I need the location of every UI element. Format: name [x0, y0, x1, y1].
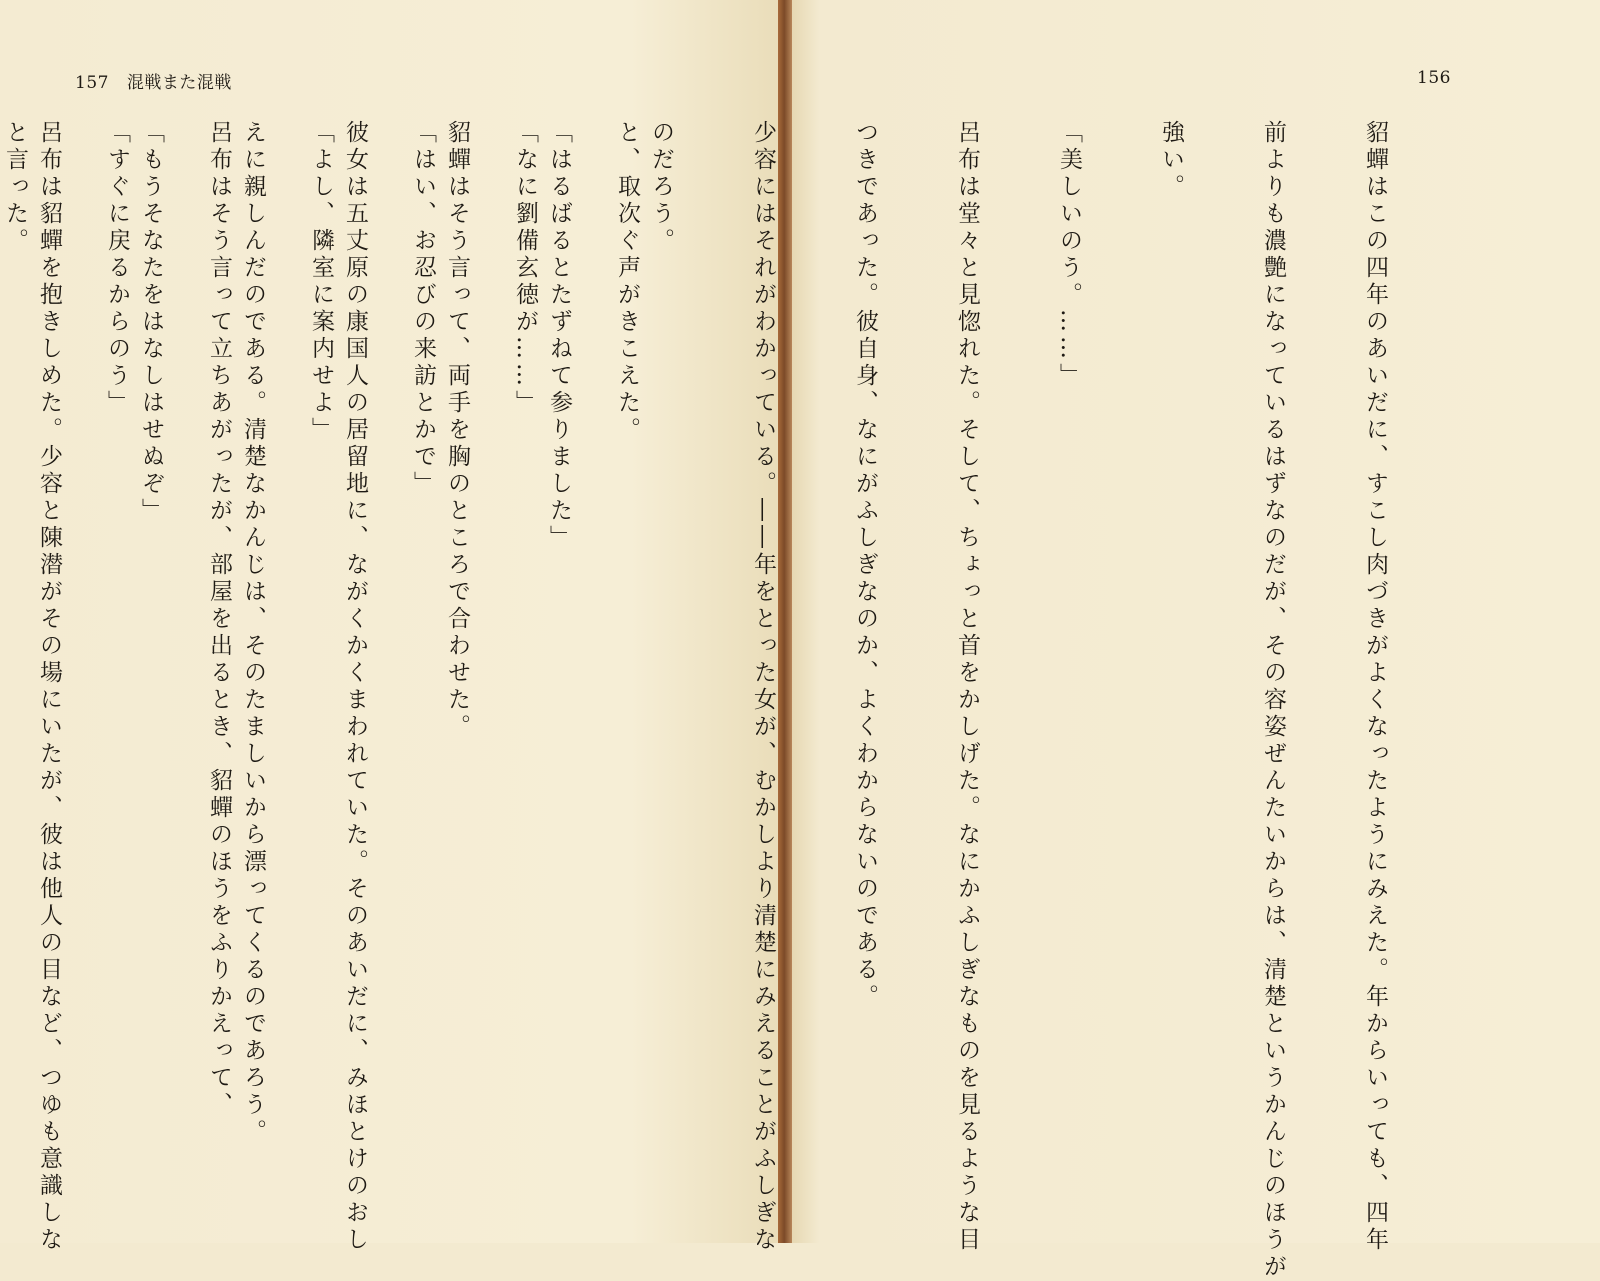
text-line: 呂布はそう言って立ちあがったが、部屋を出るとき、貂蟬のほうをふりかえって、	[206, 120, 232, 1119]
text-line: 「はるばるとたずねて参りました」	[546, 120, 572, 552]
text-line: つきであった。彼自身、なにがふしぎなのか、よくわからないのである。	[852, 120, 878, 1011]
right-page-number: 156	[1417, 68, 1451, 88]
text-line: 「よし、隣室に案内せよ」	[308, 120, 334, 444]
text-line: 強い。	[1158, 120, 1184, 201]
left-page-number: 157	[75, 73, 109, 93]
text-line: えに親しんだのである。清楚なかんじは、そのたましいから漂ってくるのであろう。	[240, 120, 266, 1146]
right-page-header	[1417, 68, 1451, 88]
running-title: 混戦また混戦	[126, 73, 232, 93]
text-line: 「美しいのう。……」	[1056, 120, 1082, 390]
text-line: 少容にはそれがわかっている。――年をとった女が、むかしより清楚にみえることがふしぎな	[750, 120, 776, 1254]
text-line: 彼女は五丈原の康国人の居留地に、ながくかくまわれていた。そのあいだに、みほとけのおし	[342, 120, 368, 1254]
text-line: と、取次ぐ声がきこえた。	[614, 120, 640, 444]
left-page-header	[75, 68, 232, 93]
book-gutter	[778, 0, 792, 1243]
text-line: 「はい、お忍びの来訪とかで」	[410, 120, 436, 498]
text-line: 「もうそなたをはなしはせぬぞ」	[138, 120, 164, 525]
text-line: 呂布は貂蟬を抱きしめた。少容と陳潜がその場にいたが、彼は他人の目など、つゆも意識しな	[36, 120, 62, 1254]
text-line: のだろう。	[648, 120, 674, 255]
text-line: 呂布は堂々と見惚れた。そして、ちょっと首をかしげた。なにかふしぎなものを見るような目	[954, 120, 980, 1254]
text-line: 前よりも濃艶になっているはずなのだが、その容姿ぜんたいからは、清楚というかんじのほうが	[1260, 120, 1286, 1281]
text-line: 「すぐに戻るからのう」	[104, 120, 130, 417]
text-line: 「なに劉備玄徳が……」	[512, 120, 538, 417]
text-line: と言った。	[2, 120, 28, 255]
text-line: 貂蟬はそう言って、両手を胸のところで合わせた。	[444, 120, 470, 741]
text-line: 貂蟬はこの四年のあいだに、すこし肉づきがよくなったようにみえた。年からいっても、四年	[1362, 120, 1388, 1254]
